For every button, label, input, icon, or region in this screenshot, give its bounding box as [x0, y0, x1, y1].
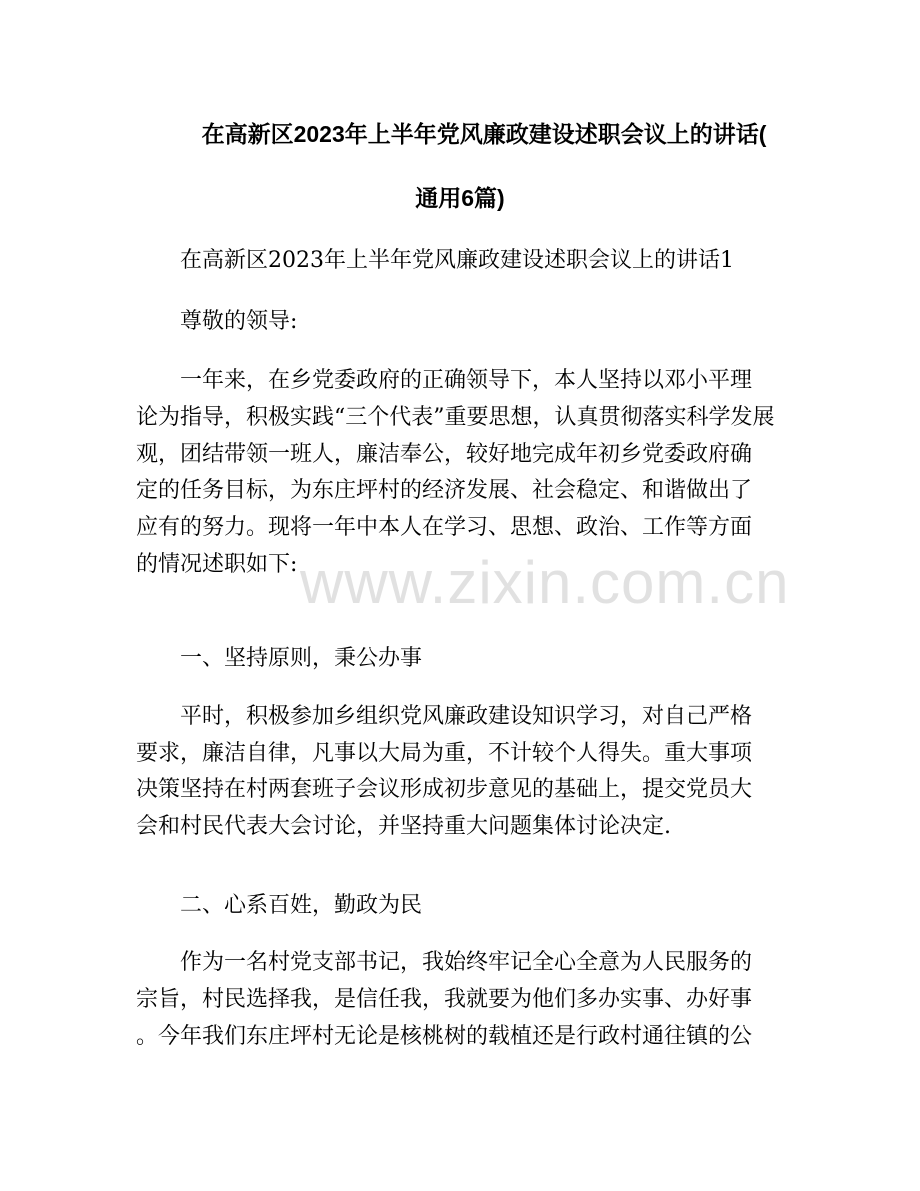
paragraph-line: 的情况述职如下: [136, 552, 298, 577]
watermark: www.zixin.com.cn [300, 549, 790, 616]
document-title-line1: 在高新区2023年上半年党风廉政建设述职会议上的讲话( [201, 121, 767, 147]
paragraph-line: 应有的努力。现将一年中本人在学习、思想、政治、工作等方面 [136, 515, 753, 540]
paragraph-line: 作为一名村党支部书记，我始终牢记全心全意为人民服务的 [180, 950, 753, 975]
paragraph-line: 。今年我们东庄坪村无论是核桃树的载植还是行政村通往镇的公 [136, 1024, 753, 1049]
salutation: 尊敬的领导: [180, 309, 298, 334]
document-title-line2: 通用6篇) [415, 185, 505, 211]
section-heading: 一、坚持原则，秉公办事 [180, 646, 423, 671]
section-subtitle: 在高新区2023年上半年党风廉政建设述职会议上的讲话1 [180, 248, 734, 273]
paragraph-line: 决策坚持在村两套班子会议形成初步意见的基础上，提交党员大 [136, 777, 753, 802]
paragraph-line: 一年来，在乡党委政府的正确领导下，本人坚持以邓小平理 [180, 368, 753, 393]
section-heading: 二、心系百姓，勤政为民 [180, 893, 423, 918]
paragraph-line: 论为指导，积极实践“三个代表”重要思想，认真贯彻落实科学发展 [136, 405, 775, 430]
paragraph-line: 平时，积极参加乡组织党风廉政建设知识学习，对自己严格 [180, 704, 753, 729]
paragraph-line: 宗旨，村民选择我，是信任我，我就要为他们多办实事、办好事 [136, 987, 753, 1012]
paragraph-line: 定的任务目标，为东庄坪村的经济发展、社会稳定、和谐做出了 [136, 478, 753, 503]
paragraph-line: 观，团结带领一班人，廉洁奉公，较好地完成年初乡党委政府确 [136, 442, 753, 467]
paragraph-line: 会和村民代表大会讨论，并坚持重大问题集体讨论决定. [136, 814, 671, 839]
paragraph-line: 要求，廉洁自律，凡事以大局为重，不计较个人得失。重大事项 [136, 741, 753, 766]
